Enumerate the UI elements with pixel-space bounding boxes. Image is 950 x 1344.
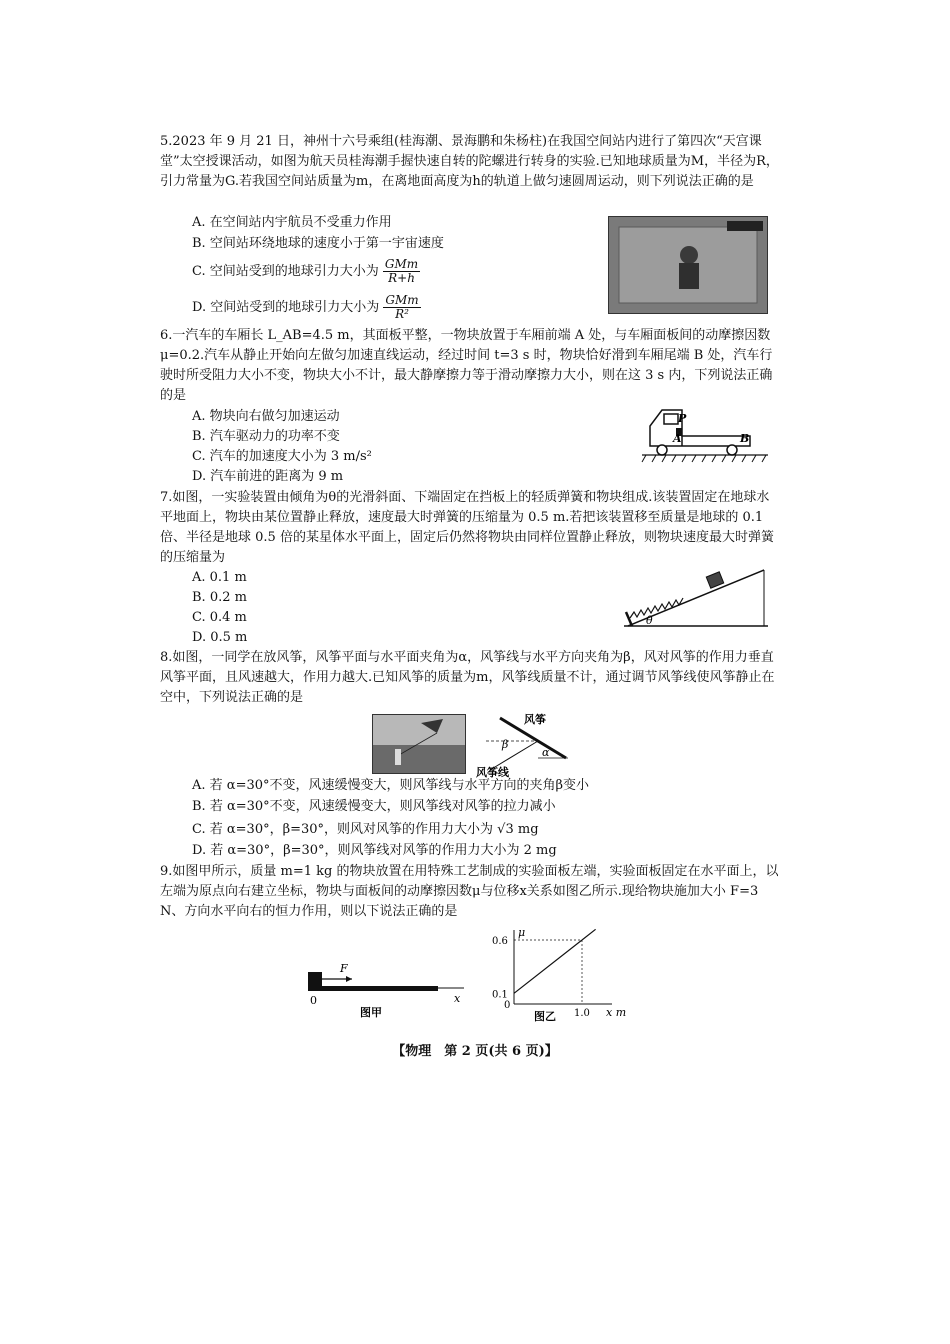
page-footer: 【物理 第 2 页(共 6 页)】 (392, 1044, 558, 1059)
kite-force-diagram (476, 712, 572, 778)
q6-option-b: B. 汽车驱动力的功率不变 (192, 429, 340, 444)
incline-spring-diagram (618, 560, 770, 632)
q8-option-a: A. 若 α=30°不变，风速缓慢变大，则风筝线与水平方向的夹角β变小 (192, 778, 590, 793)
mu-series-line-extension (582, 929, 596, 940)
q8-option-d: D. 若 α=30°，β=30°，则风筝线对风筝的作用力大小为 2 mg (192, 843, 557, 858)
astronaut-illustration (609, 217, 767, 313)
space-station-photo (608, 216, 768, 314)
q5-option-d: D. 空间站受到的地球引力大小为 $\frac{\text{GMm}}{\text{R²}}$ (192, 293, 419, 321)
q7-option-b: B. 0.2 m (192, 590, 247, 605)
q8-option-c: C. 若 α=30°，β=30°，则风对风筝的作用力大小为 √3 mg (192, 822, 539, 837)
label-kite: 风筝 (524, 713, 546, 726)
label-kite-line: 风筝线 (476, 766, 509, 778)
x-axis-label: x m (606, 1006, 627, 1019)
caption-a: 图甲 (360, 1006, 382, 1019)
figure-a-board (304, 952, 474, 1022)
q8-option-b: B. 若 α=30°不变，风速缓慢变大，则风筝线对风筝的拉力减小 (192, 799, 556, 814)
origin-label: 0 (504, 1000, 511, 1011)
q6-option-a: A. 物块向右做匀加速运动 (192, 409, 340, 424)
label-p: P (678, 412, 687, 425)
q8-stem: 8.如图，一同学在放风筝，风筝平面与水平面夹角为α，风筝线与水平方向夹角为β，风对风筝的作用力垂直风筝平面，且风速越大，作用力越大.已知风筝的质量为m，风筝线质量不计，通过调节风筝线使风筝静止在空中，下列说法正确的是 (160, 650, 775, 705)
label-alpha: α (542, 746, 550, 759)
truck-diagram (640, 402, 770, 466)
mu-series-line (514, 940, 582, 993)
block (706, 572, 723, 588)
q6-option-c: C. 汽车的加速度大小为 3 m/s² (192, 449, 372, 464)
q9-stem: 9.如图甲所示，质量 m=1 kg 的物块放置在用特殊工艺制成的实验面板左端，实验面板固定在水平面上，以左端为原点向右建立坐标，物块与面板间的动摩擦因数μ与位移x关系如图乙所示.现给物块施加大小 F=3 N、方向水平向右的恒力作用，则以下说法正确的是 (160, 864, 779, 919)
label-f: F (340, 962, 348, 975)
q7-option-d: D. 0.5 m (192, 630, 248, 645)
q5-stem: 5.2023 年 9 月 21 日，神州十六号乘组(桂海潮、景海鹏和朱杨柱)在我国空间站内进行了第四次“天宫课堂”太空授课活动，如图为航天员桂海潮手握快速自转的陀螺进行转身的实验.已知地球质量为M，半径为R，引力常量为G.若我国空间站质量为m，在离地面高度为h的轨道上做匀速圆周运动，则下列说法正确的是 (160, 134, 779, 189)
label-beta: β (502, 738, 509, 751)
label-x: x (454, 992, 461, 1005)
q6-stem: 6.一汽车的车厢长 L_AB=4.5 m，其面板平整，一物块放置于车厢前端 A 处，与车厢面板间的动摩擦因数 μ=0.2.汽车从静止开始向左做匀加速直线运动，经过时间 t=3 s 时，物块恰好滑到车厢尾端 B 处，汽车行驶时所受阻力大小不变，物块大小不计，最大静摩擦力等于滑动摩擦力大小，则在这 3 s 内，下列说法正确的是 (160, 328, 773, 403)
q5-option-c: C. 空间站受到的地球引力大小为 $\frac{\text{GMm}}{R+h}$ (192, 257, 419, 285)
q5-option-b: B. 空间站环绕地球的速度小于第一宇宙速度 (192, 236, 444, 251)
kite-photo (372, 714, 466, 774)
q7-option-c: C. 0.4 m (192, 610, 247, 625)
caption-b: 图乙 (534, 1010, 556, 1023)
label-a: A (673, 432, 682, 445)
figure-b-mu-x-chart (488, 924, 632, 1024)
block (308, 972, 322, 986)
y-tick-0.1: 0.1 (492, 989, 508, 1001)
y-axis-label: μ (518, 926, 526, 939)
q7-option-a: A. 0.1 m (192, 570, 247, 585)
label-origin: 0 (310, 994, 317, 1007)
label-b: B (740, 432, 750, 445)
y-tick-0.6: 0.6 (492, 936, 508, 947)
q6-option-d: D. 汽车前进的距离为 9 m (192, 469, 344, 484)
label-theta: θ (646, 614, 653, 627)
q5-option-a: A. 在空间站内宇航员不受重力作用 (192, 215, 392, 230)
x-tick-1.0: 1.0 (574, 1008, 590, 1019)
q7-stem: 7.如图，一实验装置由倾角为θ的光滑斜面、下端固定在挡板上的轻质弹簧和物块组成.该装置固定在地球水平地面上，物块由某位置静止释放，速度最大时弹簧的压缩量为 0.5 m.若把该装置移至质量是地球的 0.1 倍、半径是地球 0.5 倍的某星体水平面上，固定后仍然将物块由同样位置静止释放，则物块速度最大时弹簧的压缩量为 (160, 490, 774, 565)
